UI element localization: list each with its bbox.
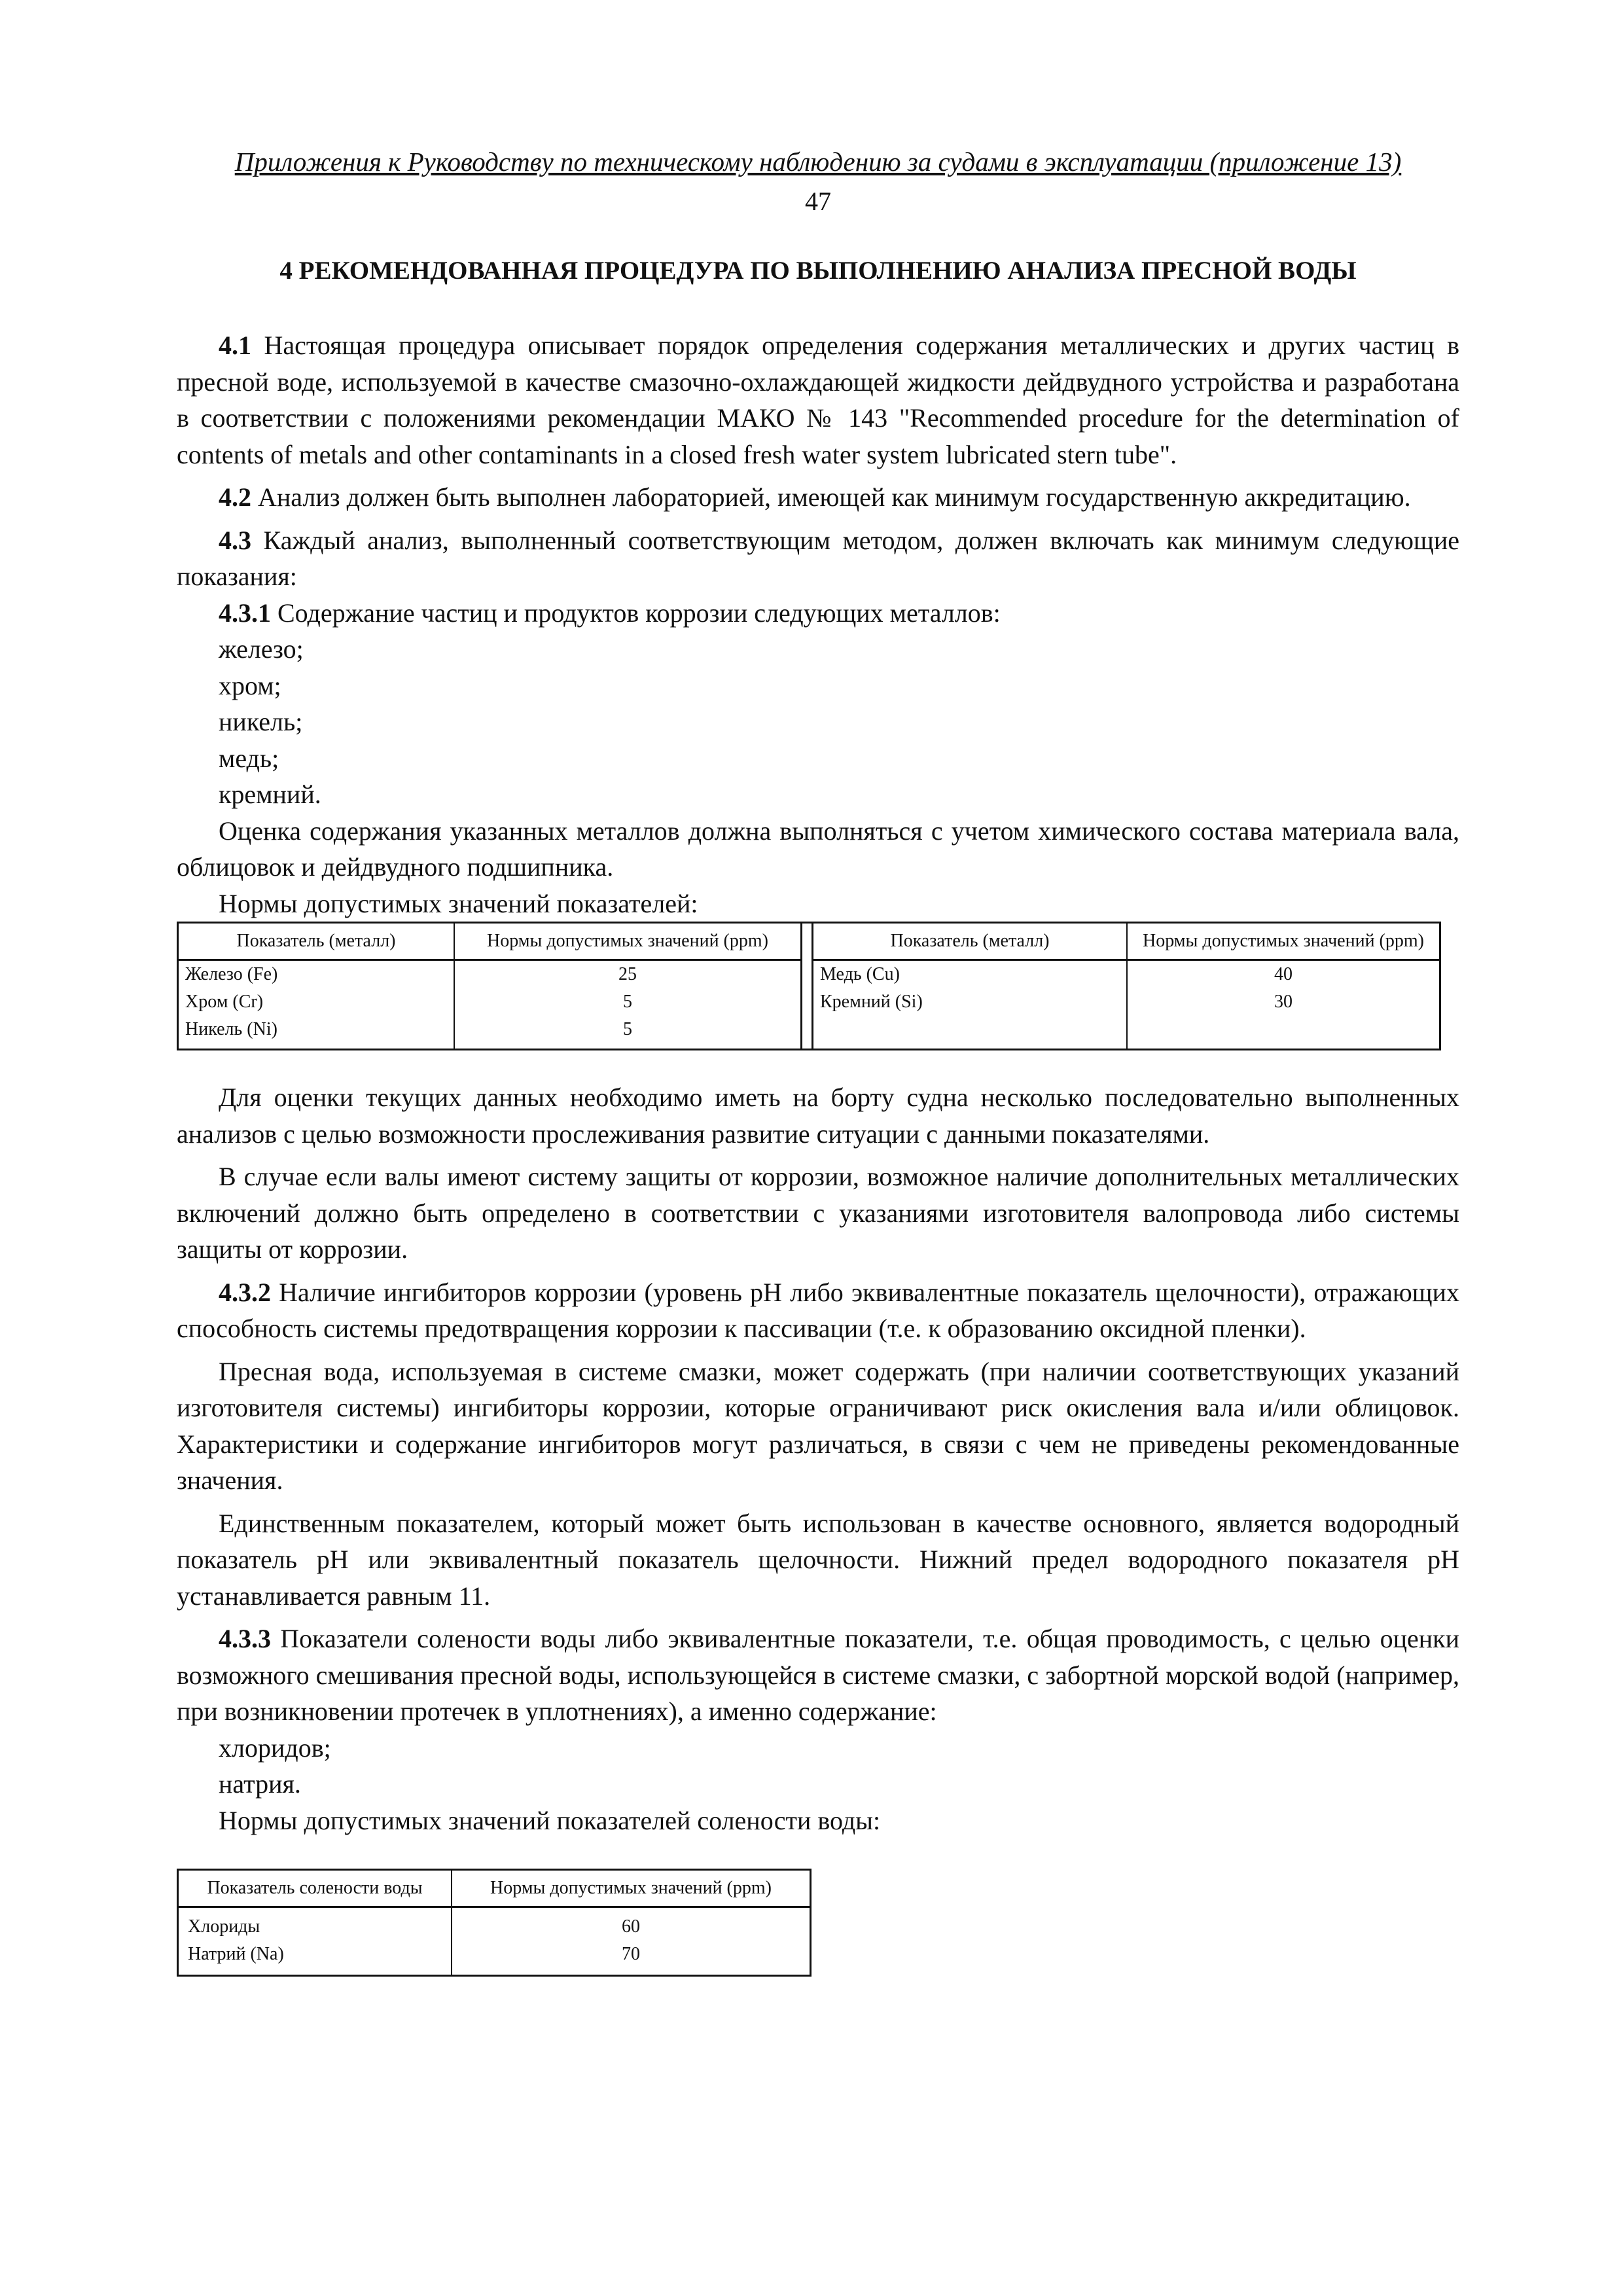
page-number: 47 <box>805 187 831 216</box>
metal-norm: 40 <box>1274 964 1293 984</box>
paragraph-4-3 <box>177 522 1459 595</box>
list-item: натрия. <box>219 1769 301 1799</box>
metal-name: Кремний (Si) <box>813 988 1127 1016</box>
salinity-norm: 70 <box>622 1944 640 1964</box>
paragraph-4-3-1 <box>177 595 1459 632</box>
paragraph-text: Наличие ингибиторов коррозии (уровень pH либо эквивалентные показатель щелочности), отражающих способность системы предотвращения коррозии к пассивации (т.е. к образованию оксидной пленки). <box>177 1277 1459 1343</box>
column-header-indicator: Показатель солености воды <box>178 1870 452 1907</box>
paragraph-text: Настоящая процедура описывает порядок определения содержания металлических и других частиц в пресной воде, используемой в качестве смазочно-охлаждающей жидкости дейдвудного устройства и разработана в соответствии с положениями рекомендации МАКО № 143 "Recommended procedure for the determination of contents of metals and other contaminants in a closed fresh water system lubricated stern tube". <box>177 331 1459 469</box>
list-item: хлоридов; <box>219 1732 331 1763</box>
paragraph-inhibitors: Пресная вода, используемая в системе смазки, может содержать (при наличии соответствующих указаний изготовителя системы) ингибиторы коррозии, которые ограничивают риск окисления вала и/или облицовок. Характеристики и содержание ингибиторов могут различаться, в связи с чем не приведены рекомендованные значения. <box>177 1356 1459 1495</box>
list-item: медь; <box>219 743 279 773</box>
running-header: Приложения к Руководству по техническому наблюдению за судами в эксплуатации (приложение 13) <box>234 147 1402 177</box>
paragraph-text: Содержание частиц и продуктов коррозии следующих металлов: <box>271 598 1001 628</box>
list-item: никель; <box>219 707 303 736</box>
table-row <box>179 988 800 1016</box>
clause-number: 4.3.1 <box>219 598 271 628</box>
table-row <box>179 1016 800 1049</box>
salinity-norm: 60 <box>622 1916 640 1937</box>
paragraph-metal-assessment: Оценка содержания указанных металлов должна выполняться с учетом химического состава материала вала, облицовок и дейдвудного подшипника. <box>177 816 1459 882</box>
metal-name: Железо (Fe) <box>179 960 454 989</box>
paragraph-text: Каждый анализ, выполненный соответствующим методом, должен включать как минимум следующие показания: <box>177 525 1459 591</box>
paragraph-corrosion-protection: В случае если валы имеют систему защиты от коррозии, возможное наличие дополнительных металлических включений должно быть определено в соответствии с указаниями изготовителя валопровода либо системы защиты от коррозии. <box>177 1162 1459 1264</box>
list-item: кремний. <box>219 780 321 809</box>
column-header-indicator: Показатель (металл) <box>179 924 454 960</box>
paragraph-4-3-3 <box>177 1621 1459 1730</box>
paragraph-norms-intro: Нормы допустимых значений показателей: <box>219 888 698 918</box>
metal-norm: 25 <box>618 964 637 984</box>
salinity-name: Хлориды <box>178 1907 452 1941</box>
column-header-indicator: Показатель (металл) <box>813 924 1127 960</box>
paragraph-ph: Единственным показателем, который может быть использован в качестве основного, является водородный показатель pH или эквивалентный показатель щелочности. Нижний предел водородного показателя pH устанавливается равным 11. <box>177 1508 1459 1611</box>
column-header-norm: Нормы допустимых значений (ppm) <box>452 1870 811 1907</box>
table-row <box>813 960 1439 989</box>
metal-norm: 5 <box>623 1019 632 1039</box>
salinity-norms-table <box>177 1869 812 1977</box>
clause-number: 4.3.3 <box>219 1624 271 1653</box>
metal-norm: 5 <box>623 992 632 1012</box>
list-item: хром; <box>219 670 281 700</box>
paragraph-tracking: Для оценки текущих данных необходимо иметь на борту судна несколько последовательно выполненных анализов с целью возможности прослеживания развитие ситуации с данными показателями. <box>177 1083 1459 1149</box>
metals-norms-table <box>177 922 1441 1050</box>
paragraph-4-1 <box>177 327 1459 473</box>
metal-name: Хром (Cr) <box>179 988 454 1016</box>
column-header-norm: Нормы допустимых значений (ppm) <box>1127 924 1439 960</box>
metal-norm: 30 <box>1274 992 1293 1012</box>
table-row <box>813 988 1439 1016</box>
paragraph-4-3-2 <box>177 1274 1459 1347</box>
document-page <box>177 131 1459 1977</box>
clause-number: 4.1 <box>219 331 251 360</box>
clause-number: 4.3 <box>219 525 251 555</box>
paragraph-salinity-norms-intro: Нормы допустимых значений показателей солености воды: <box>219 1805 881 1835</box>
table-divider <box>802 924 813 1049</box>
clause-number: 4.2 <box>219 482 251 512</box>
metal-name: Никель (Ni) <box>179 1016 454 1049</box>
table-row <box>813 1016 1439 1049</box>
salinity-name: Натрий (Na) <box>178 1941 452 1976</box>
table-row <box>178 1907 811 1941</box>
list-item: железо; <box>219 634 304 664</box>
paragraph-text: Показатели солености воды либо эквивалентные показатели, т.е. общая проводимость, с целью оценки возможного смешивания пресной воды, использующейся в системе смазки, с забортной морской водой (например, при возникновении протечек в уплотнениях), а именно содержание: <box>177 1624 1459 1726</box>
metal-name: Медь (Cu) <box>813 960 1127 989</box>
table-row <box>179 960 800 989</box>
column-header-norm: Нормы допустимых значений (ppm) <box>454 924 800 960</box>
table-row <box>178 1941 811 1976</box>
section-title: 4 РЕКОМЕНДОВАННАЯ ПРОЦЕДУРА ПО ВЫПОЛНЕНИЮ АНАЛИЗА ПРЕСНОЙ ВОДЫ <box>279 257 1357 285</box>
paragraph-text: Анализ должен быть выполнен лабораторией, имеющей как минимум государственную аккредитацию. <box>251 482 1411 512</box>
paragraph-4-2 <box>177 479 1459 516</box>
clause-number: 4.3.2 <box>219 1277 271 1307</box>
